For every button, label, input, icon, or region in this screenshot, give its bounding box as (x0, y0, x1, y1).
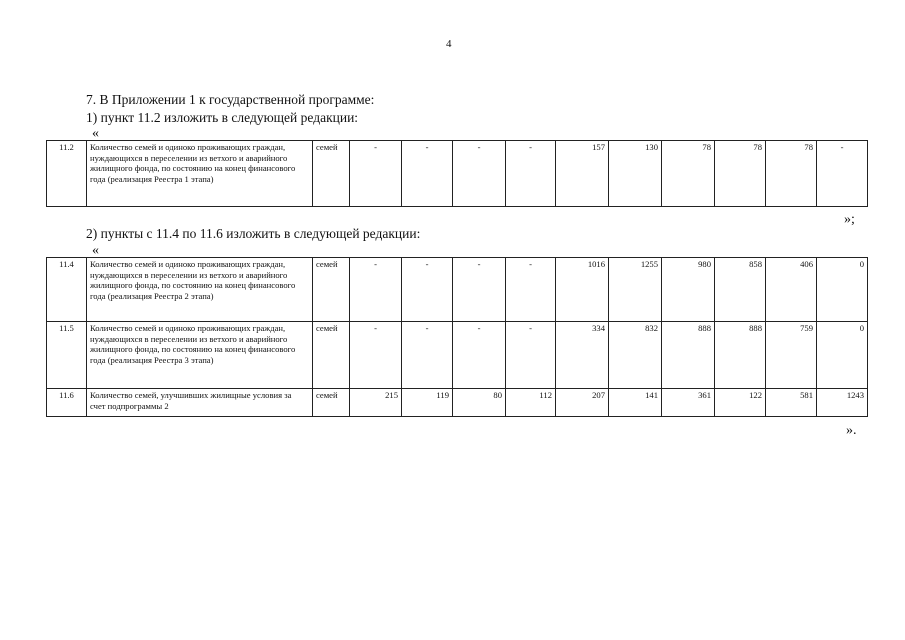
row-value: 78 (715, 141, 766, 207)
row-value: - (817, 141, 868, 207)
row-value: 157 (556, 141, 609, 207)
row-value: - (506, 258, 556, 322)
row-value: - (350, 258, 402, 322)
row-code: 11.6 (47, 389, 87, 417)
item-1-text: 1) пункт 11.2 изложить в следующей редакции: (86, 110, 359, 125)
quote-open-1: « (92, 126, 99, 141)
row-value: 80 (453, 389, 506, 417)
row-value: - (453, 258, 506, 322)
row-value: 122 (715, 389, 766, 417)
row-value: 1016 (556, 258, 609, 322)
page-number: 4 (446, 38, 452, 50)
row-value: - (453, 141, 506, 207)
row-value: 406 (766, 258, 817, 322)
item-2-text: 2) пункты с 11.4 по 11.6 изложить в следующей редакции: (86, 226, 421, 241)
table-row (47, 389, 868, 417)
row-value: - (506, 322, 556, 389)
row-value: 888 (715, 322, 766, 389)
row-value: 888 (662, 322, 715, 389)
table-row (47, 141, 868, 207)
table-item-11-2 (46, 140, 868, 207)
row-description: Количество семей и одиноко проживающих граждан, нуждающихся в переселении из ветхого и аварийного жилищного фонда, по состоянию на конец финансового года (реализация Реестра 1 этапа) (87, 141, 313, 207)
section-heading: 7. В Приложении 1 к государственной программе: (86, 92, 375, 107)
row-description: Количество семей и одиноко проживающих граждан, нуждающихся в переселении из ветхого и аварийного жилищного фонда, по состоянию на конец финансового года (реализация Реестра 3 этапа) (87, 322, 313, 389)
row-value: 78 (766, 141, 817, 207)
row-value: 980 (662, 258, 715, 322)
row-value: 361 (662, 389, 715, 417)
row-value: - (350, 322, 402, 389)
row-value: - (402, 141, 453, 207)
row-code: 11.4 (47, 258, 87, 322)
table-items-11-4-11-6 (46, 257, 868, 417)
row-value: 832 (609, 322, 662, 389)
row-value: 207 (556, 389, 609, 417)
row-value: 119 (402, 389, 453, 417)
row-value: 0 (817, 322, 868, 389)
row-description: Количество семей и одиноко проживающих граждан, нуждающихся в переселении из ветхого и аварийного жилищного фонда, по состоянию на конец финансового года (реализация Реестра 2 этапа) (87, 258, 313, 322)
quote-close-2: ». (846, 423, 857, 438)
row-value: 130 (609, 141, 662, 207)
quote-open-2: « (92, 243, 99, 258)
row-value: 141 (609, 389, 662, 417)
row-value: - (453, 322, 506, 389)
row-value: 1243 (817, 389, 868, 417)
row-description: Количество семей, улучшивших жилищные условия за счет подпрограммы 2 (87, 389, 313, 417)
row-value: 581 (766, 389, 817, 417)
row-value: 112 (506, 389, 556, 417)
row-value: - (350, 141, 402, 207)
row-value: 334 (556, 322, 609, 389)
row-value: 858 (715, 258, 766, 322)
row-value: - (402, 322, 453, 389)
row-value: 215 (350, 389, 402, 417)
row-unit: семей (313, 258, 350, 322)
row-value: - (506, 141, 556, 207)
row-value: - (402, 258, 453, 322)
row-value: 1255 (609, 258, 662, 322)
row-value: 759 (766, 322, 817, 389)
quote-close-1: »; (844, 212, 855, 227)
row-value: 0 (817, 258, 868, 322)
row-unit: семей (313, 322, 350, 389)
row-code: 11.2 (47, 141, 87, 207)
table-row (47, 258, 868, 322)
row-unit: семей (313, 141, 350, 207)
row-code: 11.5 (47, 322, 87, 389)
row-unit: семей (313, 389, 350, 417)
row-value: 78 (662, 141, 715, 207)
table-row (47, 322, 868, 389)
